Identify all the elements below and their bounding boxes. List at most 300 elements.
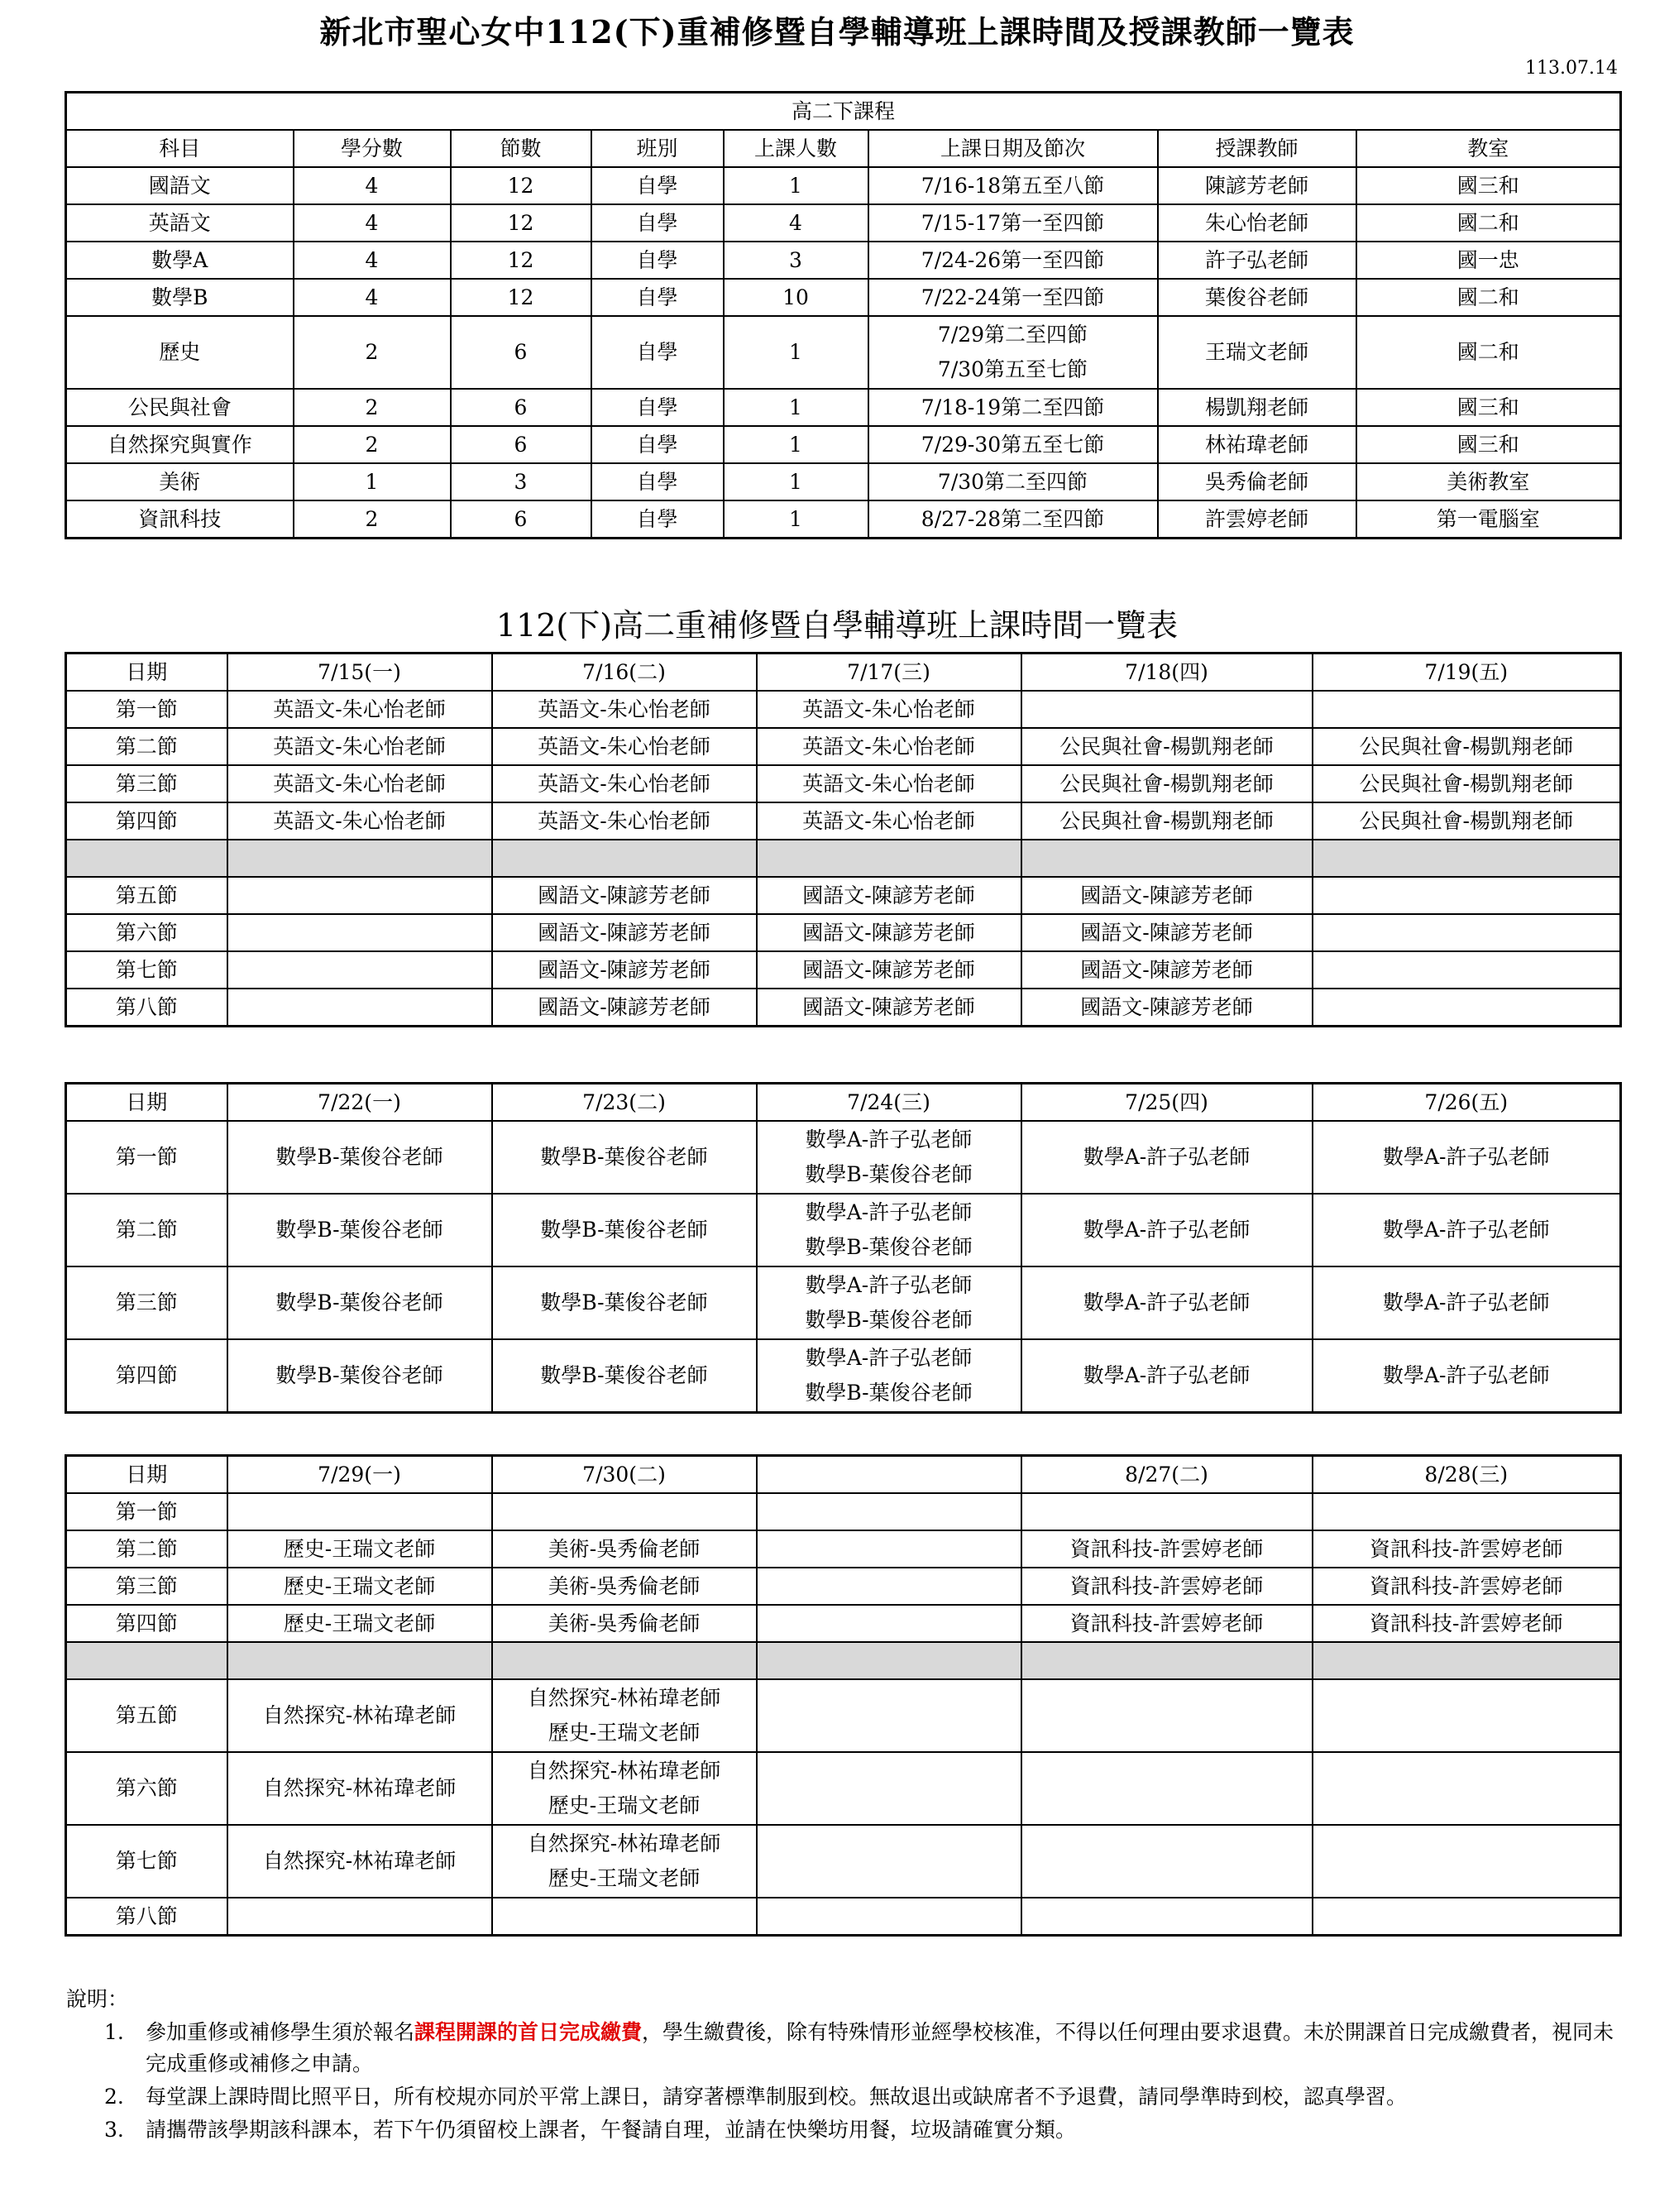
period-label: 第八節 — [66, 989, 227, 1027]
class-slot — [1021, 728, 1313, 765]
room-cell: 國二和 — [1356, 204, 1621, 242]
class-slot — [757, 1266, 1021, 1339]
schedule-line: 7/30第二至四節 — [937, 469, 1088, 494]
course-row — [66, 463, 1621, 500]
periods-cell: 3 — [451, 463, 591, 500]
class-entry: 數學B-葉俊谷老師 — [540, 1218, 708, 1242]
class-entry: 數學B-葉俊谷老師 — [540, 1290, 708, 1314]
day-header: 7/26(五) — [1313, 1084, 1621, 1122]
credits-cell: 4 — [294, 242, 451, 279]
class-entry: 數學A-許子弘老師 — [805, 1273, 973, 1297]
class-entry: 英語文-朱心怡老師 — [538, 734, 710, 759]
column-header: 節數 — [451, 130, 591, 167]
period-row — [66, 1605, 1621, 1642]
subject-cell: 美術 — [66, 463, 294, 500]
day-header: 7/17(三) — [757, 654, 1021, 692]
period-row — [66, 1752, 1621, 1825]
schedule-line: 7/29第二至四節 — [937, 323, 1088, 347]
class-slot — [492, 1679, 757, 1752]
class-slot — [1313, 1568, 1621, 1605]
class-entry: 英語文-朱心怡老師 — [273, 771, 446, 796]
class-entry: 自然探究-林祐瑋老師 — [262, 1849, 457, 1873]
course-row — [66, 167, 1621, 204]
periods-cell: 12 — [451, 167, 591, 204]
class-slot — [1313, 914, 1621, 951]
class-cell: 自學 — [591, 279, 724, 316]
class-slot — [757, 989, 1021, 1027]
class-slot — [227, 989, 492, 1027]
schedule-line: 7/29-30第五至七節 — [921, 432, 1105, 457]
class-entry: 數學A-許子弘老師 — [1083, 1218, 1251, 1242]
course-table — [65, 91, 1622, 539]
column-header: 學分數 — [294, 130, 451, 167]
class-slot — [1313, 877, 1621, 914]
period-row — [66, 1642, 1621, 1679]
class-slot — [757, 951, 1021, 989]
class-slot — [1313, 765, 1621, 802]
column-header: 上課日期及節次 — [868, 130, 1158, 167]
period-label — [66, 1642, 227, 1679]
class-entry: 數學B-葉俊谷老師 — [540, 1363, 708, 1387]
class-cell: 自學 — [591, 204, 724, 242]
class-entry: 國語文-陳諺芳老師 — [1080, 994, 1253, 1019]
class-slot — [757, 1679, 1021, 1752]
credits-cell: 4 — [294, 279, 451, 316]
class-slot — [757, 1568, 1021, 1605]
students-cell: 10 — [724, 279, 868, 316]
class-entry: 公民與社會-楊凱翔老師 — [1359, 808, 1573, 833]
period-row — [66, 691, 1621, 728]
teacher-cell: 林祐瑋老師 — [1158, 426, 1356, 463]
students-cell: 1 — [724, 500, 868, 539]
day-header: 7/16(二) — [492, 654, 757, 692]
page-title: 新北市聖心女中112(下)重補修暨自學輔導班上課時間及授課教師一覽表 — [319, 13, 1355, 50]
class-slot — [1313, 951, 1621, 989]
class-slot — [227, 1568, 492, 1605]
periods-cell: 6 — [451, 426, 591, 463]
class-entry: 資訊科技-許雲婷老師 — [1069, 1536, 1264, 1561]
class-entry: 英語文-朱心怡老師 — [802, 808, 975, 833]
period-label: 第二節 — [66, 1194, 227, 1266]
class-entry: 國語文-陳諺芳老師 — [538, 994, 710, 1019]
class-slot — [1021, 1568, 1313, 1605]
column-header: 班別 — [591, 130, 724, 167]
periods-cell: 12 — [451, 279, 591, 316]
class-slot — [1313, 840, 1621, 877]
class-slot — [227, 1642, 492, 1679]
class-slot — [757, 802, 1021, 840]
credits-cell: 2 — [294, 389, 451, 426]
period-label: 第四節 — [66, 1605, 227, 1642]
class-entry: 美術-吳秀倫老師 — [548, 1611, 701, 1635]
day-header-row — [66, 1456, 1621, 1494]
room-cell: 國三和 — [1356, 389, 1621, 426]
class-slot — [1313, 1752, 1621, 1825]
subject-cell: 公民與社會 — [66, 389, 294, 426]
schedule-cell — [868, 204, 1158, 242]
class-entry: 國語文-陳諺芳老師 — [1080, 920, 1253, 945]
class-slot — [1313, 728, 1621, 765]
class-slot — [492, 840, 757, 877]
periods-cell: 6 — [451, 316, 591, 389]
schedule-line: 7/18-19第二至四節 — [921, 395, 1105, 419]
teacher-cell: 許子弘老師 — [1158, 242, 1356, 279]
class-entry: 英語文-朱心怡老師 — [802, 697, 975, 721]
period-label: 第四節 — [66, 802, 227, 840]
teacher-cell: 王瑞文老師 — [1158, 316, 1356, 389]
period-label — [66, 840, 227, 877]
schedule-table-week2 — [65, 1082, 1622, 1414]
class-entry: 國語文-陳諺芳老師 — [1080, 883, 1253, 907]
course-row — [66, 242, 1621, 279]
class-slot — [757, 1642, 1021, 1679]
class-entry: 數學A-許子弘老師 — [1083, 1363, 1251, 1387]
period-label: 第三節 — [66, 765, 227, 802]
schedule-cell — [868, 279, 1158, 316]
class-slot — [757, 1752, 1021, 1825]
class-cell: 自學 — [591, 426, 724, 463]
class-slot — [1313, 1530, 1621, 1568]
class-entry: 英語文-朱心怡老師 — [273, 734, 446, 759]
column-header: 上課人數 — [724, 130, 868, 167]
class-slot — [492, 1898, 757, 1936]
schedule-cell — [868, 426, 1158, 463]
note-item — [66, 2017, 1621, 2080]
class-slot — [1313, 1493, 1621, 1530]
class-slot — [1313, 802, 1621, 840]
class-entry: 數學A-許子弘老師 — [1382, 1145, 1550, 1169]
class-entry: 歷史-王瑞文老師 — [283, 1573, 436, 1598]
class-slot — [1313, 1266, 1621, 1339]
note-number: 3. — [104, 2118, 124, 2142]
class-cell: 自學 — [591, 389, 724, 426]
credits-cell: 2 — [294, 316, 451, 389]
class-entry: 數學B-葉俊谷老師 — [540, 1145, 708, 1169]
class-slot — [1021, 840, 1313, 877]
course-row — [66, 500, 1621, 539]
subject-cell: 資訊科技 — [66, 500, 294, 539]
period-row — [66, 1898, 1621, 1936]
class-entry: 國語文-陳諺芳老師 — [802, 883, 975, 907]
day-header-row — [66, 1084, 1621, 1122]
note-text-part: ，學生繳費後，除有特殊情形並經學校核准，不得以任何理由要求退費。未於開課首日完成繳費者，視同未完成重修或補修之申請。 — [146, 2020, 1614, 2076]
class-entry: 美術-吳秀倫老師 — [548, 1536, 701, 1561]
periods-cell: 12 — [451, 204, 591, 242]
class-slot — [1021, 691, 1313, 728]
class-slot — [757, 1825, 1021, 1898]
credits-cell: 4 — [294, 167, 451, 204]
class-entry: 自然探究-林祐瑋老師 — [262, 1703, 457, 1727]
class-entry: 數學A-許子弘老師 — [1382, 1363, 1550, 1387]
class-slot — [492, 728, 757, 765]
class-entry: 公民與社會-楊凱翔老師 — [1059, 808, 1274, 833]
course-row — [66, 426, 1621, 463]
schedule-line: 7/24-26第一至四節 — [921, 247, 1105, 272]
class-cell: 自學 — [591, 167, 724, 204]
class-slot — [492, 914, 757, 951]
course-row — [66, 389, 1621, 426]
class-slot — [1021, 1825, 1313, 1898]
class-slot — [227, 1530, 492, 1568]
period-row — [66, 1679, 1621, 1752]
schedule-cell — [868, 167, 1158, 204]
class-entry: 自然探究-林祐瑋老師 — [527, 1686, 721, 1710]
course-row — [66, 279, 1621, 316]
class-entry: 公民與社會-楊凱翔老師 — [1359, 771, 1573, 796]
class-entry: 數學B-葉俊谷老師 — [275, 1145, 443, 1169]
date-label: 日期 — [66, 1084, 227, 1122]
class-entry: 英語文-朱心怡老師 — [802, 771, 975, 796]
class-slot — [227, 765, 492, 802]
class-entry: 英語文-朱心怡老師 — [538, 697, 710, 721]
day-header: 7/24(三) — [757, 1084, 1021, 1122]
class-slot — [492, 691, 757, 728]
note-text — [146, 2017, 1621, 2080]
class-slot — [1021, 1194, 1313, 1266]
class-slot — [227, 840, 492, 877]
period-label: 第七節 — [66, 951, 227, 989]
room-cell: 國三和 — [1356, 167, 1621, 204]
class-entry: 國語文-陳諺芳老師 — [802, 994, 975, 1019]
period-label: 第二節 — [66, 728, 227, 765]
day-header: 7/18(四) — [1021, 654, 1313, 692]
schedule-cell — [868, 389, 1158, 426]
class-entry: 自然探究-林祐瑋老師 — [527, 1759, 721, 1783]
class-slot — [227, 691, 492, 728]
credits-cell: 4 — [294, 204, 451, 242]
period-label: 第七節 — [66, 1825, 227, 1898]
note-number: 1. — [104, 2020, 124, 2044]
class-slot — [492, 1530, 757, 1568]
room-cell: 第一電腦室 — [1356, 500, 1621, 539]
day-header: 7/23(二) — [492, 1084, 757, 1122]
class-slot — [1021, 989, 1313, 1027]
day-header: 7/15(一) — [227, 654, 492, 692]
room-cell: 國三和 — [1356, 426, 1621, 463]
class-entry: 國語文-陳諺芳老師 — [538, 920, 710, 945]
class-slot — [757, 1605, 1021, 1642]
class-cell: 自學 — [591, 463, 724, 500]
class-slot — [757, 1121, 1021, 1194]
note-text-part: 每堂課上課時間比照平日，所有校規亦同於平常上課日，請穿著標準制服到校。無故退出或缺席者不予退費，請同學準時到校，認真學習。 — [146, 2085, 1408, 2109]
class-slot — [227, 1898, 492, 1936]
students-cell: 3 — [724, 242, 868, 279]
credits-cell: 2 — [294, 500, 451, 539]
class-entry: 公民與社會-楊凱翔老師 — [1359, 734, 1573, 759]
class-slot — [492, 1825, 757, 1898]
class-slot — [227, 1121, 492, 1194]
credits-cell: 1 — [294, 463, 451, 500]
class-cell: 自學 — [591, 500, 724, 539]
class-slot — [757, 914, 1021, 951]
class-slot — [492, 989, 757, 1027]
class-slot — [1313, 1194, 1621, 1266]
period-row — [66, 840, 1621, 877]
subject-cell: 數學B — [66, 279, 294, 316]
period-row — [66, 1530, 1621, 1568]
class-entry: 數學A-許子弘老師 — [805, 1346, 973, 1370]
course-row — [66, 204, 1621, 242]
document-date: 113.07.14 — [1525, 58, 1618, 79]
students-cell: 1 — [724, 389, 868, 426]
class-entry: 數學B-葉俊谷老師 — [805, 1381, 973, 1405]
students-cell: 1 — [724, 426, 868, 463]
schedule-title: 112(下)高二重補修暨自學輔導班上課時間一覽表 — [495, 607, 1179, 644]
note-item — [66, 2081, 1621, 2113]
period-label: 第二節 — [66, 1530, 227, 1568]
class-slot — [227, 1679, 492, 1752]
schedule-cell — [868, 463, 1158, 500]
note-text-part: 參加重修或補修學生須於報名 — [146, 2020, 415, 2044]
class-slot — [1313, 1679, 1621, 1752]
class-entry: 國語文-陳諺芳老師 — [802, 920, 975, 945]
students-cell: 1 — [724, 316, 868, 389]
class-entry: 自然探究-林祐瑋老師 — [527, 1831, 721, 1855]
class-entry: 資訊科技-許雲婷老師 — [1370, 1536, 1563, 1561]
day-header-row — [66, 654, 1621, 692]
day-header — [757, 1456, 1021, 1494]
date-label: 日期 — [66, 654, 227, 692]
class-entry: 數學A-許子弘老師 — [1083, 1145, 1251, 1169]
class-entry: 歷史-王瑞文老師 — [283, 1611, 436, 1635]
period-label: 第五節 — [66, 877, 227, 914]
class-slot — [492, 877, 757, 914]
day-header: 7/25(四) — [1021, 1084, 1313, 1122]
day-header: 8/27(二) — [1021, 1456, 1313, 1494]
period-row — [66, 1121, 1621, 1194]
period-row — [66, 877, 1621, 914]
class-slot — [1021, 1530, 1313, 1568]
class-entry: 歷史-王瑞文老師 — [548, 1793, 701, 1817]
column-header: 教室 — [1356, 130, 1621, 167]
teacher-cell: 陳諺芳老師 — [1158, 167, 1356, 204]
class-slot — [492, 802, 757, 840]
period-row — [66, 1568, 1621, 1605]
class-entry: 數學B-葉俊谷老師 — [805, 1235, 973, 1259]
room-cell: 國二和 — [1356, 316, 1621, 389]
period-row — [66, 1825, 1621, 1898]
class-slot — [227, 914, 492, 951]
class-slot — [757, 1493, 1021, 1530]
class-slot — [1313, 691, 1621, 728]
class-entry: 資訊科技-許雲婷老師 — [1370, 1573, 1563, 1598]
room-cell: 國二和 — [1356, 279, 1621, 316]
class-slot — [757, 728, 1021, 765]
notes-lead: 說明： — [66, 1987, 129, 2011]
date-label: 日期 — [66, 1456, 227, 1494]
class-entry: 國語文-陳諺芳老師 — [802, 957, 975, 982]
class-slot — [1021, 1121, 1313, 1194]
class-entry: 英語文-朱心怡老師 — [538, 808, 710, 833]
class-slot — [492, 1194, 757, 1266]
class-entry: 資訊科技-許雲婷老師 — [1370, 1611, 1563, 1635]
class-slot — [1313, 989, 1621, 1027]
period-row — [66, 1266, 1621, 1339]
class-entry: 公民與社會-楊凱翔老師 — [1059, 771, 1274, 796]
period-row — [66, 1339, 1621, 1413]
teacher-cell: 朱心怡老師 — [1158, 204, 1356, 242]
class-entry: 數學B-葉俊谷老師 — [275, 1363, 443, 1387]
class-slot — [227, 1266, 492, 1339]
periods-cell: 6 — [451, 389, 591, 426]
schedule-line: 7/15-17第一至四節 — [921, 210, 1105, 235]
class-slot — [227, 1825, 492, 1898]
day-header: 7/29(一) — [227, 1456, 492, 1494]
class-slot — [1021, 1898, 1313, 1936]
students-cell: 1 — [724, 463, 868, 500]
class-slot — [1313, 1339, 1621, 1413]
students-cell: 4 — [724, 204, 868, 242]
class-slot — [1021, 1339, 1313, 1413]
credits-cell: 2 — [294, 426, 451, 463]
class-entry: 公民與社會-楊凱翔老師 — [1059, 734, 1274, 759]
class-entry: 數學B-葉俊谷老師 — [275, 1218, 443, 1242]
class-entry: 國語文-陳諺芳老師 — [1080, 957, 1253, 982]
period-label: 第八節 — [66, 1898, 227, 1936]
class-entry: 英語文-朱心怡老師 — [273, 697, 446, 721]
students-cell: 1 — [724, 167, 868, 204]
period-row — [66, 914, 1621, 951]
period-row — [66, 1194, 1621, 1266]
class-entry: 數學A-許子弘老師 — [805, 1128, 973, 1151]
class-entry: 資訊科技-許雲婷老師 — [1069, 1573, 1264, 1598]
subject-cell: 自然探究與實作 — [66, 426, 294, 463]
period-label: 第一節 — [66, 1121, 227, 1194]
class-slot — [1021, 1752, 1313, 1825]
class-slot — [1021, 1679, 1313, 1752]
period-label: 第六節 — [66, 914, 227, 951]
day-header: 7/19(五) — [1313, 654, 1621, 692]
class-slot — [227, 1605, 492, 1642]
class-entry: 數學B-葉俊谷老師 — [275, 1290, 443, 1314]
class-entry: 數學B-葉俊谷老師 — [805, 1308, 973, 1332]
class-slot — [757, 1194, 1021, 1266]
class-slot — [757, 1898, 1021, 1936]
schedule-line: 8/27-28第二至四節 — [921, 506, 1105, 531]
class-cell: 自學 — [591, 316, 724, 389]
period-label: 第一節 — [66, 1493, 227, 1530]
class-entry: 歷史-王瑞文老師 — [548, 1721, 701, 1745]
class-slot — [757, 877, 1021, 914]
day-header: 8/28(三) — [1313, 1456, 1621, 1494]
class-slot — [757, 840, 1021, 877]
class-slot — [1021, 914, 1313, 951]
class-slot — [227, 802, 492, 840]
class-entry: 英語文-朱心怡老師 — [273, 808, 446, 833]
room-cell: 國一忠 — [1356, 242, 1621, 279]
note-text — [146, 2114, 1621, 2146]
class-slot — [492, 1266, 757, 1339]
class-slot — [227, 951, 492, 989]
periods-cell: 12 — [451, 242, 591, 279]
class-slot — [492, 1642, 757, 1679]
note-text — [146, 2081, 1621, 2113]
class-slot — [757, 765, 1021, 802]
class-entry: 資訊科技-許雲婷老師 — [1069, 1611, 1264, 1635]
class-slot — [1021, 877, 1313, 914]
class-slot — [492, 1605, 757, 1642]
class-slot — [492, 1121, 757, 1194]
class-entry: 數學A-許子弘老師 — [1382, 1290, 1550, 1314]
subject-cell: 數學A — [66, 242, 294, 279]
class-slot — [1313, 1825, 1621, 1898]
class-slot — [1313, 1642, 1621, 1679]
class-slot — [1021, 1266, 1313, 1339]
class-slot — [757, 1339, 1021, 1413]
period-row — [66, 1493, 1621, 1530]
day-header: 7/22(一) — [227, 1084, 492, 1122]
subject-cell: 歷史 — [66, 316, 294, 389]
